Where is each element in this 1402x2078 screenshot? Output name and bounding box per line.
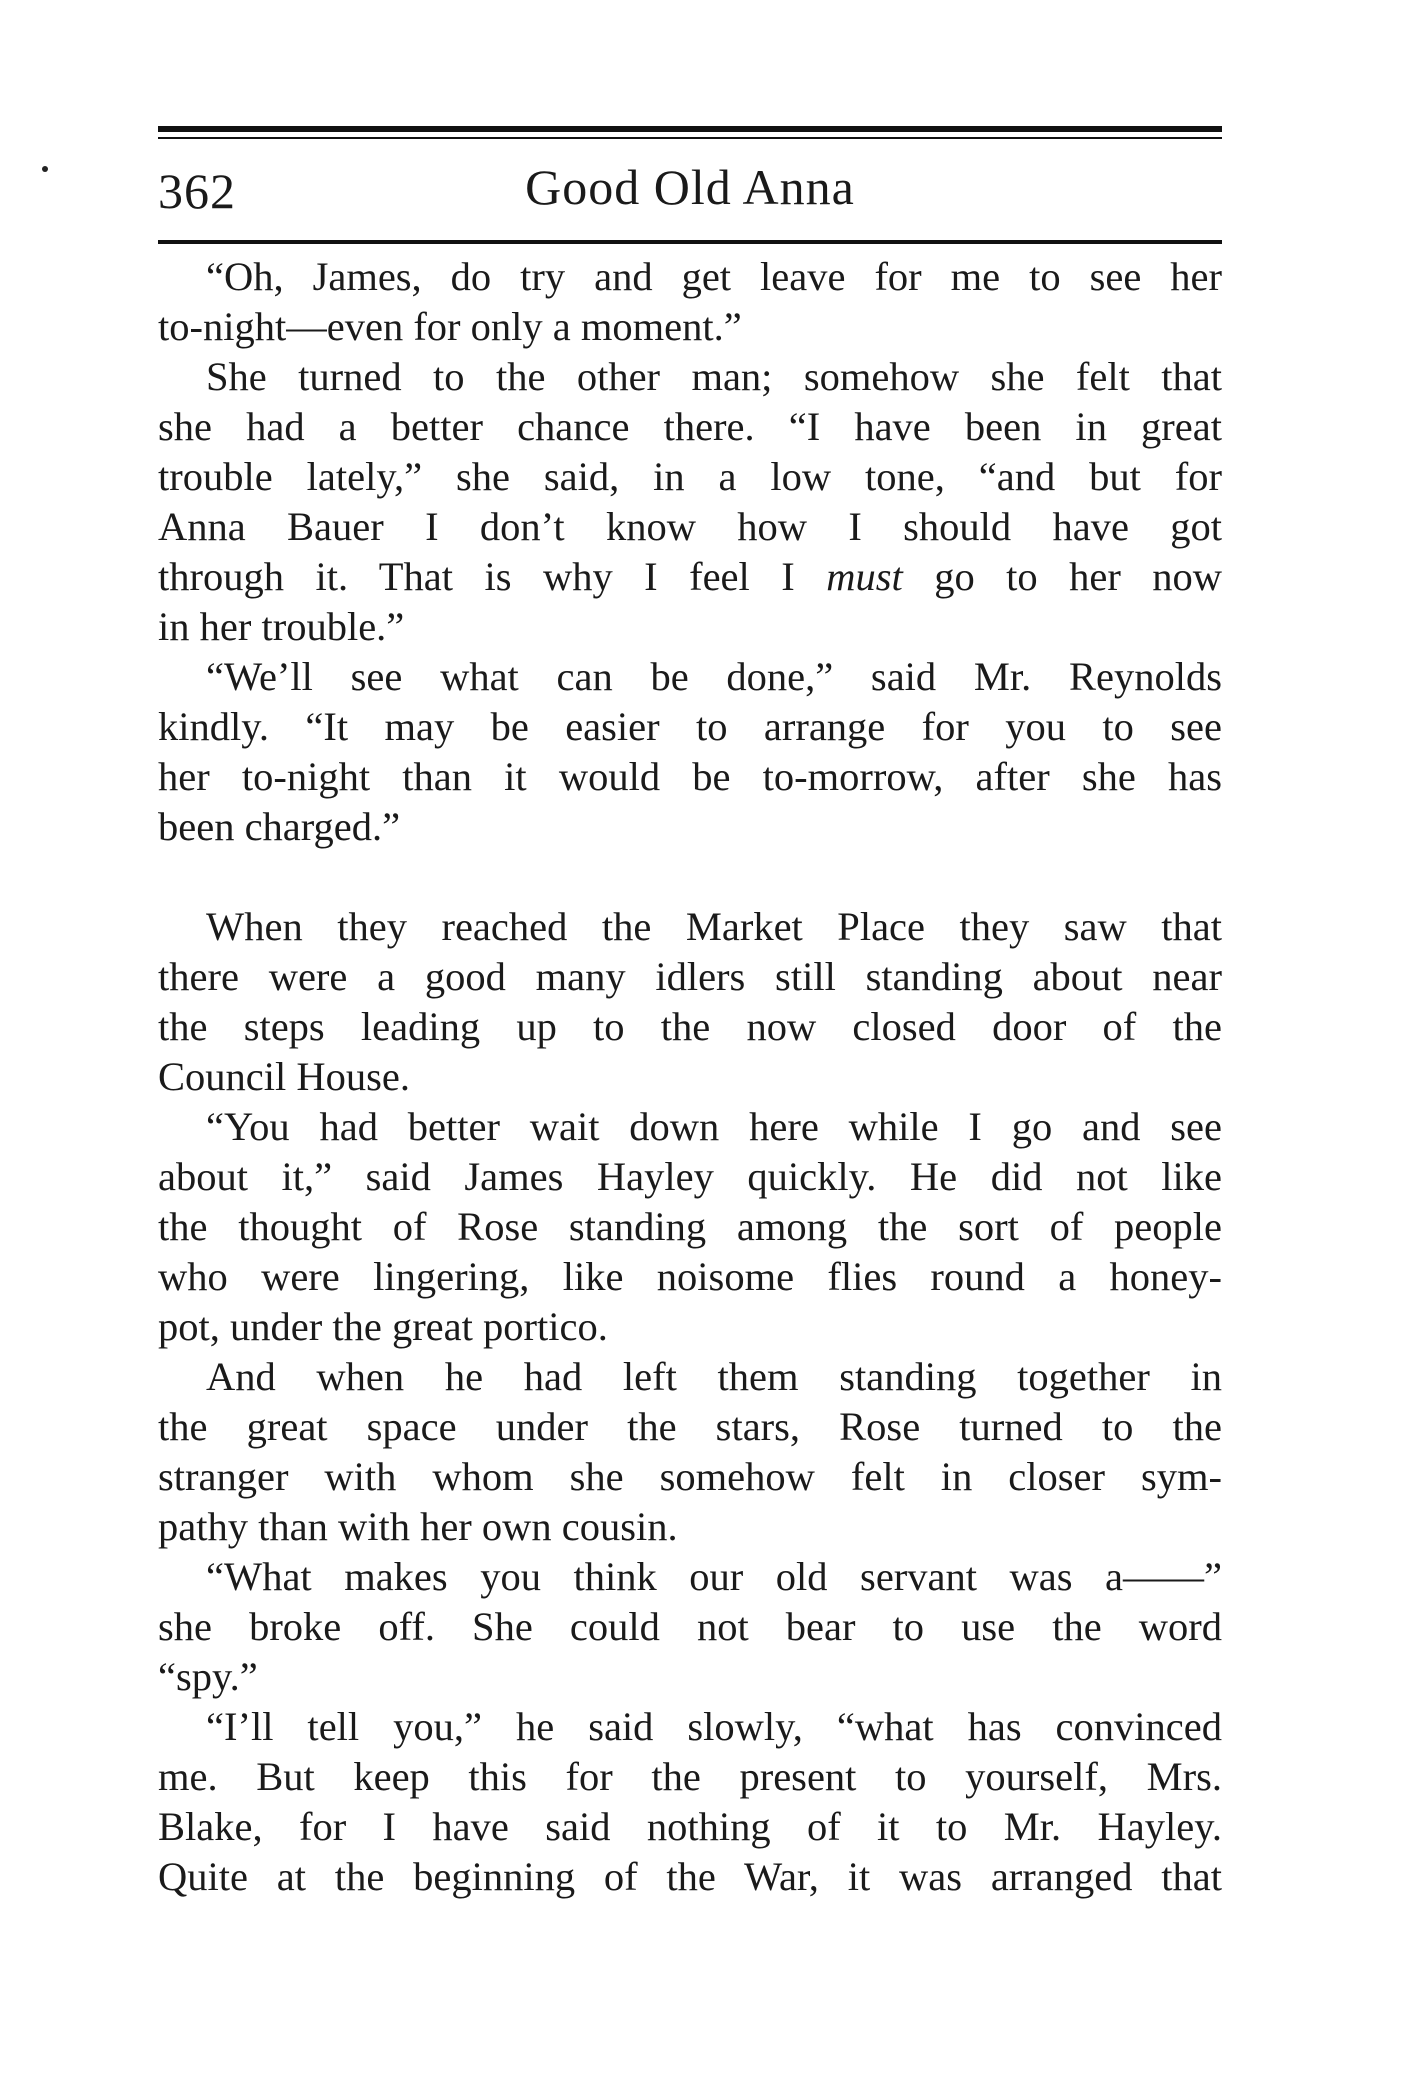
text-line: trouble lately,” she said, in a low tone, “and but for [158,454,1222,499]
text-line: there were a good many idlers still standing about near [158,954,1222,999]
text-line: to-night—even for only a moment.” [158,304,742,349]
book-title: Good Old Anna [525,159,855,215]
italic-emphasis: must [826,554,903,599]
text-line: the steps leading up to the now closed door of the [158,1004,1222,1049]
text-line: in her trouble.” [158,604,405,649]
text-line: she had a better chance there. “I have been in great [158,404,1222,449]
text-line: “What makes you think our old servant was a——” [206,1554,1222,1599]
text-line: Quite at the beginning of the War, it was arranged that [158,1854,1222,1899]
header-rule-bottom [158,240,1222,244]
margin-speck [42,166,48,172]
text-line: me. But keep this for the present to yourself, Mrs. [158,1754,1222,1799]
text-line: about it,” said James Hayley quickly. He did not like [158,1154,1222,1199]
text-line: She turned to the other man; somehow she felt that [206,354,1222,399]
text-line: “I’ll tell you,” he said slowly, “what has convinced [206,1704,1222,1749]
text-line: Anna Bauer I don’t know how I should have got [158,504,1222,549]
running-head [158,158,1222,238]
text-line: And when he had left them standing together in [206,1354,1222,1399]
text-line: When they reached the Market Place they saw that [206,904,1222,949]
text-line: the thought of Rose standing among the sort of people [158,1204,1222,1249]
header-rule-thick [158,126,1222,132]
text-line: her to-night than it would be to-morrow, after she has [158,754,1222,799]
text-segment: through it. That is why I feel I [158,554,795,599]
text-line: been charged.” [158,804,401,849]
text-line: pathy than with her own cousin. [158,1504,678,1549]
text-line: “You had better wait down here while I go and see [206,1104,1222,1149]
text-line: kindly. “It may be easier to arrange for you to see [158,704,1222,749]
text-line: Council House. [158,1054,410,1099]
body-text [158,252,1222,1902]
text-segment: go to her now [934,554,1223,599]
text-line [158,552,1222,602]
header-rule-thin [158,137,1222,139]
page-number: 362 [158,163,236,219]
text-line: “We’ll see what can be done,” said Mr. Reynolds [206,654,1222,699]
text-line: pot, under the great portico. [158,1304,608,1349]
text-line: stranger with whom she somehow felt in closer sym- [158,1454,1222,1499]
section-break [158,852,1222,902]
text-line: “Oh, James, do try and get leave for me to see her [206,254,1222,299]
text-line: Blake, for I have said nothing of it to Mr. Hayley. [158,1804,1222,1849]
text-line: she broke off. She could not bear to use the word [158,1604,1222,1649]
text-line: who were lingering, like noisome flies round a honey- [158,1254,1222,1299]
text-line: “spy.” [158,1654,258,1699]
text-line: the great space under the stars, Rose turned to the [158,1404,1222,1449]
